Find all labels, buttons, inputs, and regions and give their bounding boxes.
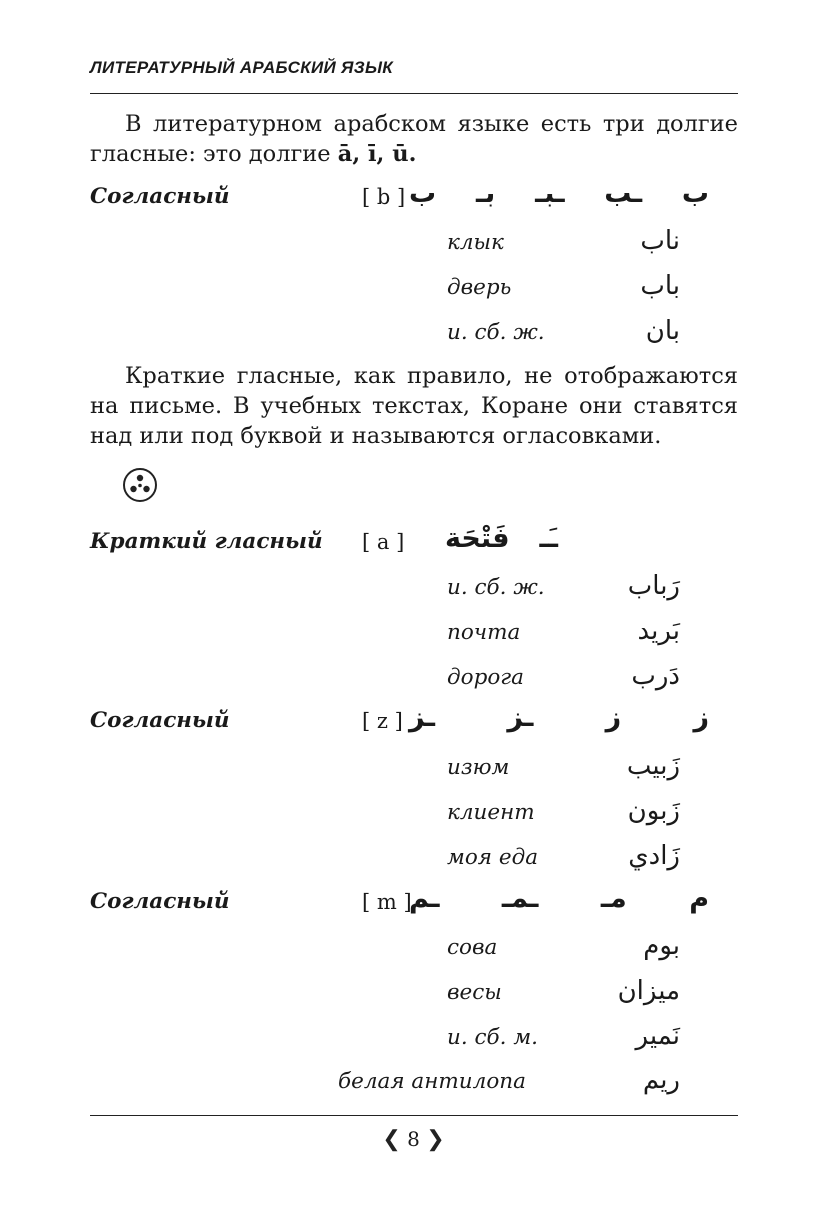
right-ornament-icon: ❯ xyxy=(426,1127,445,1152)
letter-form: ز xyxy=(605,702,622,733)
letter-form: م xyxy=(689,883,709,914)
vowel-name: فَتْحَة xyxy=(445,523,510,554)
arabic-word: رَباب xyxy=(627,571,680,601)
running-header: ЛИТЕРАТУРНЫЙ АРАБСКИЙ ЯЗЫК xyxy=(90,58,394,77)
letter-form: ز xyxy=(693,702,709,733)
translation: изюм xyxy=(447,755,510,780)
arabic-word: ريم xyxy=(642,1065,680,1095)
arabic-word: بان xyxy=(645,316,680,346)
phoneme-a: [ a ] xyxy=(362,530,405,554)
arabic-word: نَمير xyxy=(635,1021,680,1051)
letter-form: ـز xyxy=(507,702,534,733)
translation: клык xyxy=(447,230,504,255)
footer-rule xyxy=(90,1115,738,1116)
arabic-word: بَريد xyxy=(637,616,680,646)
vowel-forms-a xyxy=(445,523,558,554)
phoneme-z: [ z ] xyxy=(362,709,403,733)
translation: дорога xyxy=(447,665,524,690)
middle-paragraph: Краткие гласные, как правило, не отображаются на письме. В учебных текстах, Коране они ставятся над или под буквой и называются огласовками. xyxy=(90,363,738,449)
translation: и. сб. ж. xyxy=(447,320,545,345)
translation: дверь xyxy=(447,275,512,300)
letter-form: ـز xyxy=(409,702,436,733)
arabic-word: ميزان xyxy=(617,976,680,1006)
left-ornament-icon: ❮ xyxy=(382,1127,401,1152)
arabic-word: ناب xyxy=(640,226,680,256)
letter-form: ـم xyxy=(409,883,440,914)
vowel-mark: ـَـ xyxy=(539,523,559,554)
translation: моя еда xyxy=(447,845,539,870)
phoneme-b: [ b ] xyxy=(362,185,406,209)
letter-form: ـمـ xyxy=(501,883,539,914)
letter-form: مـ xyxy=(600,883,627,914)
arabic-word: دَرب xyxy=(631,661,680,691)
long-vowels: ā, ī, ū. xyxy=(337,141,417,167)
letter-forms-m xyxy=(409,883,709,914)
letter-form: ب xyxy=(681,178,709,209)
arabic-word: زَبيب xyxy=(626,751,680,781)
translation: сова xyxy=(447,935,498,960)
letter-forms-z xyxy=(409,702,709,733)
letter-form: ب xyxy=(409,178,437,209)
letter-form: ـبـ xyxy=(535,178,565,209)
section-heading-b: Согласный xyxy=(90,184,230,209)
intro-paragraph xyxy=(90,109,738,169)
page-number: 8 xyxy=(407,1127,420,1151)
arabic-word: زَبون xyxy=(627,796,680,826)
section-heading-z: Согласный xyxy=(90,708,230,733)
phoneme-m: [ m ] xyxy=(362,890,412,914)
section-heading-m: Согласный xyxy=(90,889,230,914)
translation: и. сб. м. xyxy=(447,1025,539,1050)
translation: почта xyxy=(447,620,521,645)
arabic-word: باب xyxy=(640,271,680,301)
translation: белая антилопа xyxy=(338,1069,526,1094)
header-rule xyxy=(90,93,738,94)
letter-form: ـب xyxy=(604,178,643,209)
intro-text: В литературном арабском языке есть три долгие гласные: это долгие xyxy=(90,111,738,167)
arabic-word: بوم xyxy=(643,931,680,961)
section-heading-a: Краткий гласный xyxy=(90,529,323,554)
translation: весы xyxy=(447,980,502,1005)
translation: и. сб. ж. xyxy=(447,575,545,600)
arabic-word: زَادي xyxy=(628,841,680,871)
letter-form: بـ xyxy=(475,178,496,209)
translation: клиент xyxy=(447,800,535,825)
page-number-container xyxy=(0,1127,827,1152)
letter-forms-b xyxy=(409,178,709,209)
listen-icon xyxy=(122,467,158,503)
